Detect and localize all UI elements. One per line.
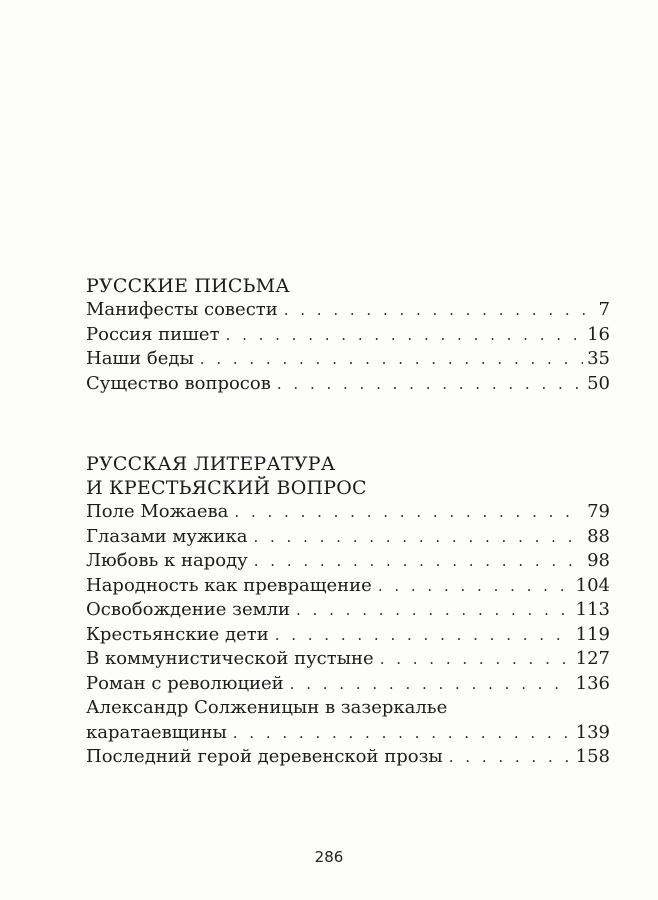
dot-leader xyxy=(449,745,572,770)
dot-leader xyxy=(253,525,583,550)
toc-entry[interactable] xyxy=(86,500,610,525)
entry-page-number: 136 xyxy=(575,672,610,694)
dot-leader xyxy=(378,574,572,599)
toc-entry[interactable] xyxy=(86,745,610,770)
entry-title: Глазами мужика xyxy=(86,525,248,547)
toc-entry[interactable] xyxy=(86,372,610,397)
dot-leader xyxy=(290,672,572,697)
entry-page-number: 113 xyxy=(575,599,610,620)
entry-page-number: 98 xyxy=(587,550,610,571)
dot-leader xyxy=(380,647,572,672)
toc-entry[interactable] xyxy=(86,525,610,550)
entry-title: Любовь к народу xyxy=(86,550,248,571)
entry-title: Народность как превращение xyxy=(86,574,372,596)
entry-page-number: 119 xyxy=(575,623,610,645)
dot-leader xyxy=(284,298,595,323)
entry-title: В коммунистической пустыне xyxy=(86,648,374,669)
entry-title: Существо вопросов xyxy=(86,372,271,394)
entry-title: каратаевщины xyxy=(86,721,227,743)
entry-title: Освобождение земли xyxy=(86,599,291,620)
dot-leader xyxy=(275,623,572,648)
entry-page-number: 127 xyxy=(575,648,610,669)
entry-title: Последний герой деревенской прозы xyxy=(86,746,443,767)
entry-title: Манифесты совести xyxy=(86,299,278,320)
toc-entry[interactable] xyxy=(86,672,610,697)
section-title: РУССКИЕ ПИСЬМА xyxy=(86,275,290,297)
dot-leader xyxy=(226,323,584,348)
entry-title: Россия пишет xyxy=(86,323,220,345)
entry-page-number: 7 xyxy=(598,299,610,320)
section-title-line-2: И КРЕСТЬЯСКИЙ ВОПРОС xyxy=(86,477,367,499)
toc-section-russkaya-literatura xyxy=(86,452,610,770)
toc-entry[interactable] xyxy=(86,623,610,648)
toc-entry[interactable] xyxy=(86,347,610,372)
entry-title: Поле Можаева xyxy=(86,501,229,522)
toc-entry-last-line xyxy=(86,721,610,746)
dot-leader xyxy=(234,500,583,525)
entry-page-number: 79 xyxy=(587,501,610,522)
section-title-line-1: РУССКАЯ ЛИТЕРАТУРА xyxy=(86,453,336,475)
toc-entry[interactable] xyxy=(86,323,610,348)
dot-leader xyxy=(277,372,583,397)
toc-entry[interactable] xyxy=(86,598,610,623)
dot-leader xyxy=(200,347,583,372)
dot-leader xyxy=(233,721,572,746)
entry-title: Крестьянские дети xyxy=(86,623,269,645)
dot-leader xyxy=(296,598,572,623)
entry-title: Роман с революцией xyxy=(86,672,284,694)
toc-section-russkie-pisma xyxy=(86,274,610,396)
entry-page-number: 104 xyxy=(575,574,610,596)
entry-page-number: 158 xyxy=(575,746,610,767)
toc-entry[interactable] xyxy=(86,647,610,672)
page-number: 286 xyxy=(314,848,344,866)
entry-page-number: 50 xyxy=(587,372,610,394)
entry-page-number: 35 xyxy=(587,348,610,369)
entry-page-number: 88 xyxy=(587,525,610,547)
entry-page-number: 16 xyxy=(587,323,610,345)
entry-title: Наши беды xyxy=(86,348,194,369)
dot-leader xyxy=(254,549,583,574)
toc-entry[interactable] xyxy=(86,298,610,323)
toc-entry[interactable] xyxy=(86,574,610,599)
entry-page-number: 139 xyxy=(575,721,610,743)
toc-entry-multiline[interactable] xyxy=(86,696,610,745)
entry-title-line-1: Александр Солженицын в зазеркалье xyxy=(86,697,448,718)
toc-entry[interactable] xyxy=(86,549,610,574)
